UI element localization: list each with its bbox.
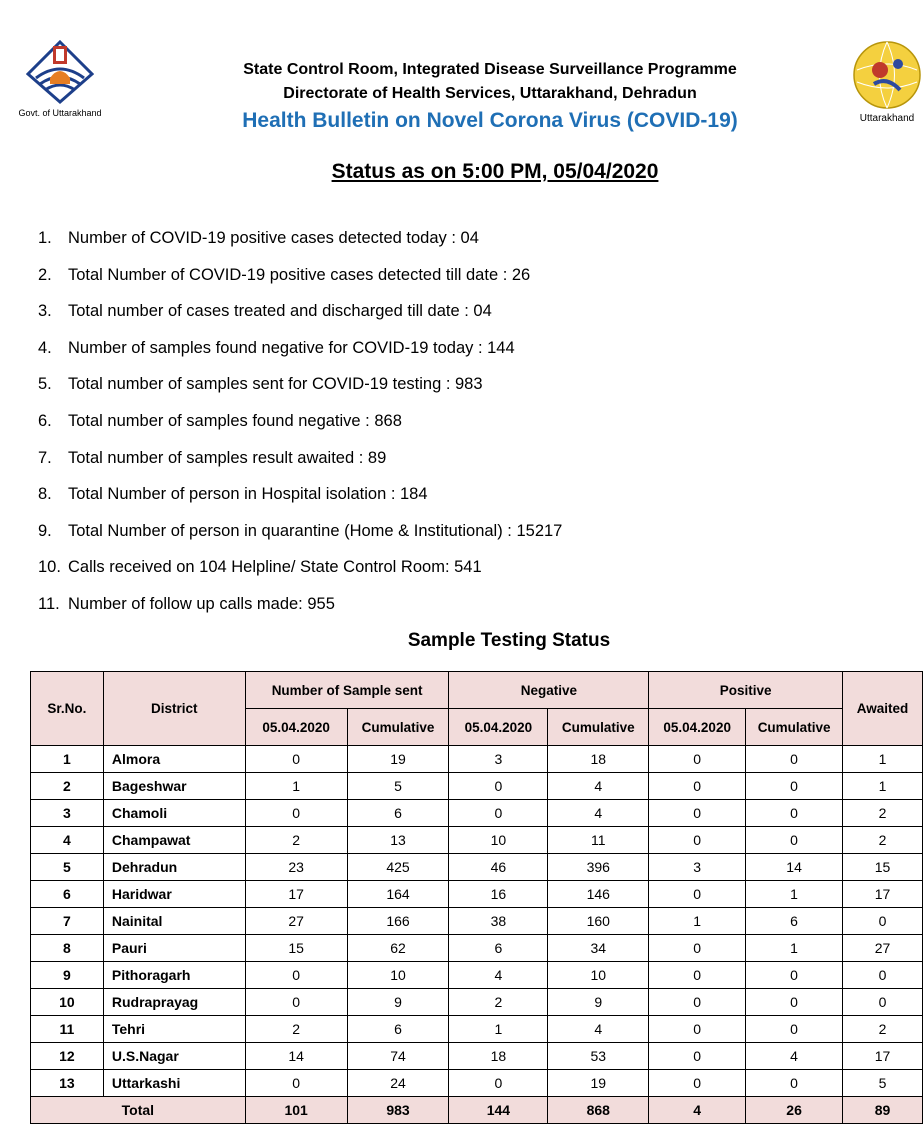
cell-neg-today: 0 [449,800,548,827]
fact-text: Total number of cases treated and discharged till date : 04 [68,302,492,321]
cell-district: Haridwar [103,881,245,908]
cell-srno: 5 [31,854,104,881]
total-awaited: 89 [843,1097,923,1124]
cell-district: Uttarkashi [103,1070,245,1097]
cell-pos-cum: 0 [746,962,843,989]
cell-pos-today: 0 [649,881,746,908]
cell-district: Bageshwar [103,773,245,800]
cell-srno: 8 [31,935,104,962]
col-header-negative: Negative [449,672,649,709]
fact-item [38,335,562,372]
cell-pos-cum: 0 [746,1070,843,1097]
uttarakhand-health-logo [850,40,924,124]
cell-district: Almora [103,746,245,773]
cell-awaited: 2 [843,800,923,827]
cell-district: U.S.Nagar [103,1043,245,1070]
cell-pos-today: 0 [649,935,746,962]
col-header-samples-sent: Number of Sample sent [245,672,449,709]
header-line-1: State Control Room, Integrated Disease Surveillance Programme [243,61,737,78]
cell-sent-today: 27 [245,908,347,935]
cell-pos-cum: 0 [746,773,843,800]
cell-sent-cum: 164 [347,881,449,908]
cell-pos-cum: 14 [746,854,843,881]
cell-pos-today: 0 [649,1070,746,1097]
cell-srno: 1 [31,746,104,773]
cell-srno: 4 [31,827,104,854]
cell-awaited: 0 [843,908,923,935]
cell-sent-cum: 10 [347,962,449,989]
cell-srno: 7 [31,908,104,935]
cell-sent-cum: 166 [347,908,449,935]
cell-district: Chamoli [103,800,245,827]
cell-pos-today: 0 [649,773,746,800]
right-logo-caption: Uttarakhand [859,113,915,124]
cell-sent-today: 2 [245,827,347,854]
cell-sent-today: 2 [245,1016,347,1043]
cell-neg-cum: 34 [548,935,649,962]
table-row [31,800,923,827]
table-row [31,962,923,989]
cell-neg-cum: 19 [548,1070,649,1097]
govt-uttarakhand-logo [18,40,102,118]
cell-neg-today: 46 [449,854,548,881]
cell-neg-today: 16 [449,881,548,908]
bulletin-header [140,58,840,136]
cell-sent-cum: 19 [347,746,449,773]
cell-pos-cum: 1 [746,881,843,908]
cell-district: Pithoragarh [103,962,245,989]
cell-srno: 9 [31,962,104,989]
cell-neg-cum: 4 [548,1016,649,1043]
cell-sent-today: 15 [245,935,347,962]
status-heading: Status as on 5:00 PM, 05/04/2020 [331,160,659,183]
total-sent-cum: 983 [347,1097,449,1124]
cell-neg-today: 6 [449,935,548,962]
cell-sent-today: 17 [245,881,347,908]
cell-neg-cum: 10 [548,962,649,989]
table-row [31,746,923,773]
fact-text: Total number of samples sent for COVID-19 testing : 983 [68,375,483,394]
table-row [31,908,923,935]
cell-sent-cum: 24 [347,1070,449,1097]
cell-pos-today: 0 [649,1016,746,1043]
facts-list [38,225,562,628]
cell-sent-today: 0 [245,962,347,989]
cell-district: Tehri [103,1016,245,1043]
table-row [31,1070,923,1097]
cell-sent-cum: 6 [347,1016,449,1043]
cell-srno: 11 [31,1016,104,1043]
cell-neg-today: 18 [449,1043,548,1070]
cell-pos-today: 0 [649,746,746,773]
cell-sent-cum: 5 [347,773,449,800]
cell-sent-today: 0 [245,989,347,1016]
cell-sent-cum: 74 [347,1043,449,1070]
fact-number: 8. [38,485,52,504]
table-row [31,827,923,854]
bulletin-title: Health Bulletin on Novel Corona Virus (COVID-19) [242,109,738,132]
fact-text: Total Number of person in Hospital isolation : 184 [68,485,428,504]
table-row [31,989,923,1016]
cell-awaited: 0 [843,989,923,1016]
cell-awaited: 5 [843,1070,923,1097]
col-header-district: District [103,672,245,746]
cell-srno: 13 [31,1070,104,1097]
cell-awaited: 2 [843,1016,923,1043]
col-header-sent-date: 05.04.2020 [245,709,347,746]
fact-item [38,371,562,408]
cell-district: Nainital [103,908,245,935]
fact-number: 11. [38,594,60,613]
cell-district: Pauri [103,935,245,962]
fact-item [38,262,562,299]
cell-neg-today: 0 [449,773,548,800]
state-emblem-icon [26,40,94,104]
cell-pos-cum: 0 [746,746,843,773]
header-line-2: Directorate of Health Services, Uttarakhand, Dehradun [283,85,697,102]
fact-item [38,408,562,445]
table-title: Sample Testing Status [407,630,611,651]
fact-number: 4. [38,338,52,357]
cell-pos-today: 3 [649,854,746,881]
cell-sent-today: 0 [245,746,347,773]
total-pos-cum: 26 [746,1097,843,1124]
fact-number: 10. [38,558,61,577]
cell-awaited: 0 [843,962,923,989]
fact-text: Calls received on 104 Helpline/ State Control Room: 541 [68,558,482,577]
cell-pos-cum: 0 [746,1016,843,1043]
fact-item [38,591,562,628]
cell-neg-cum: 396 [548,854,649,881]
cell-neg-cum: 18 [548,746,649,773]
cell-pos-today: 0 [649,989,746,1016]
table-row [31,1016,923,1043]
cell-sent-cum: 9 [347,989,449,1016]
col-header-negative-date: 05.04.2020 [449,709,548,746]
cell-pos-cum: 6 [746,908,843,935]
cell-neg-cum: 4 [548,800,649,827]
cell-district: Rudraprayag [103,989,245,1016]
cell-pos-today: 0 [649,1043,746,1070]
fact-item [38,225,562,262]
col-header-negative-cumulative: Cumulative [548,709,649,746]
col-header-srno: Sr.No. [31,672,104,746]
cell-neg-cum: 9 [548,989,649,1016]
fact-text: Number of samples found negative for COVID-19 today : 144 [68,338,515,357]
cell-awaited: 17 [843,881,923,908]
fact-text: Total Number of COVID-19 positive cases detected till date : 26 [68,265,531,284]
cell-neg-today: 1 [449,1016,548,1043]
fact-item [38,518,562,555]
total-sent-today: 101 [245,1097,347,1124]
cell-district: Dehradun [103,854,245,881]
cell-srno: 3 [31,800,104,827]
cell-awaited: 1 [843,746,923,773]
cell-srno: 12 [31,1043,104,1070]
cell-pos-cum: 0 [746,989,843,1016]
fact-item [38,554,562,591]
cell-srno: 6 [31,881,104,908]
cell-sent-today: 1 [245,773,347,800]
fact-item [38,298,562,335]
cell-sent-today: 23 [245,854,347,881]
cell-neg-cum: 11 [548,827,649,854]
total-label: Total [31,1097,246,1124]
table-row [31,854,923,881]
cell-neg-today: 38 [449,908,548,935]
table-row [31,773,923,800]
cell-awaited: 2 [843,827,923,854]
col-header-positive-cumulative: Cumulative [746,709,843,746]
fact-item [38,481,562,518]
fact-text: Number of follow up calls made: 955 [68,594,335,613]
fact-number: 3. [38,302,52,321]
col-header-positive-date: 05.04.2020 [649,709,746,746]
cell-srno: 10 [31,989,104,1016]
col-header-positive: Positive [649,672,843,709]
cell-awaited: 27 [843,935,923,962]
fact-number: 2. [38,265,52,284]
cell-neg-today: 3 [449,746,548,773]
cell-pos-cum: 0 [746,827,843,854]
cell-sent-today: 14 [245,1043,347,1070]
table-row [31,881,923,908]
sample-testing-table [30,671,923,1124]
cell-neg-today: 2 [449,989,548,1016]
cell-neg-today: 0 [449,1070,548,1097]
col-header-sent-cumulative: Cumulative [347,709,449,746]
cell-srno: 2 [31,773,104,800]
fact-number: 5. [38,375,52,394]
total-neg-cum: 868 [548,1097,649,1124]
cell-awaited: 15 [843,854,923,881]
cell-neg-cum: 53 [548,1043,649,1070]
table-row [31,935,923,962]
cell-pos-cum: 0 [746,800,843,827]
cell-awaited: 17 [843,1043,923,1070]
cell-pos-today: 0 [649,827,746,854]
cell-neg-today: 4 [449,962,548,989]
cell-pos-today: 1 [649,908,746,935]
cell-pos-cum: 4 [746,1043,843,1070]
cell-sent-cum: 62 [347,935,449,962]
cell-sent-today: 0 [245,1070,347,1097]
fact-item [38,445,562,482]
health-globe-icon [852,40,922,110]
fact-number: 7. [38,448,52,467]
cell-awaited: 1 [843,773,923,800]
cell-sent-cum: 13 [347,827,449,854]
fact-number: 1. [38,229,52,247]
cell-neg-cum: 146 [548,881,649,908]
cell-neg-today: 10 [449,827,548,854]
cell-neg-cum: 4 [548,773,649,800]
fact-text: Total number of samples found negative : 868 [68,411,402,430]
left-logo-caption: Govt. of Uttarakhand [18,108,102,118]
col-header-awaited: Awaited [843,672,923,746]
cell-sent-today: 0 [245,800,347,827]
fact-text: Total Number of person in quarantine (Home & Institutional) : 15217 [68,521,563,540]
fact-number: 6. [38,411,52,430]
cell-pos-today: 0 [649,962,746,989]
total-row [31,1097,923,1124]
cell-pos-cum: 1 [746,935,843,962]
fact-number: 9. [38,521,52,540]
table-row [31,1043,923,1070]
fact-text: Number of COVID-19 positive cases detected today : 04 [68,229,479,247]
cell-neg-cum: 160 [548,908,649,935]
cell-sent-cum: 425 [347,854,449,881]
fact-text: Total number of samples result awaited : 89 [68,448,387,467]
table-body [31,746,923,1124]
cell-district: Champawat [103,827,245,854]
cell-pos-today: 0 [649,800,746,827]
total-neg-today: 144 [449,1097,548,1124]
total-pos-today: 4 [649,1097,746,1124]
cell-sent-cum: 6 [347,800,449,827]
